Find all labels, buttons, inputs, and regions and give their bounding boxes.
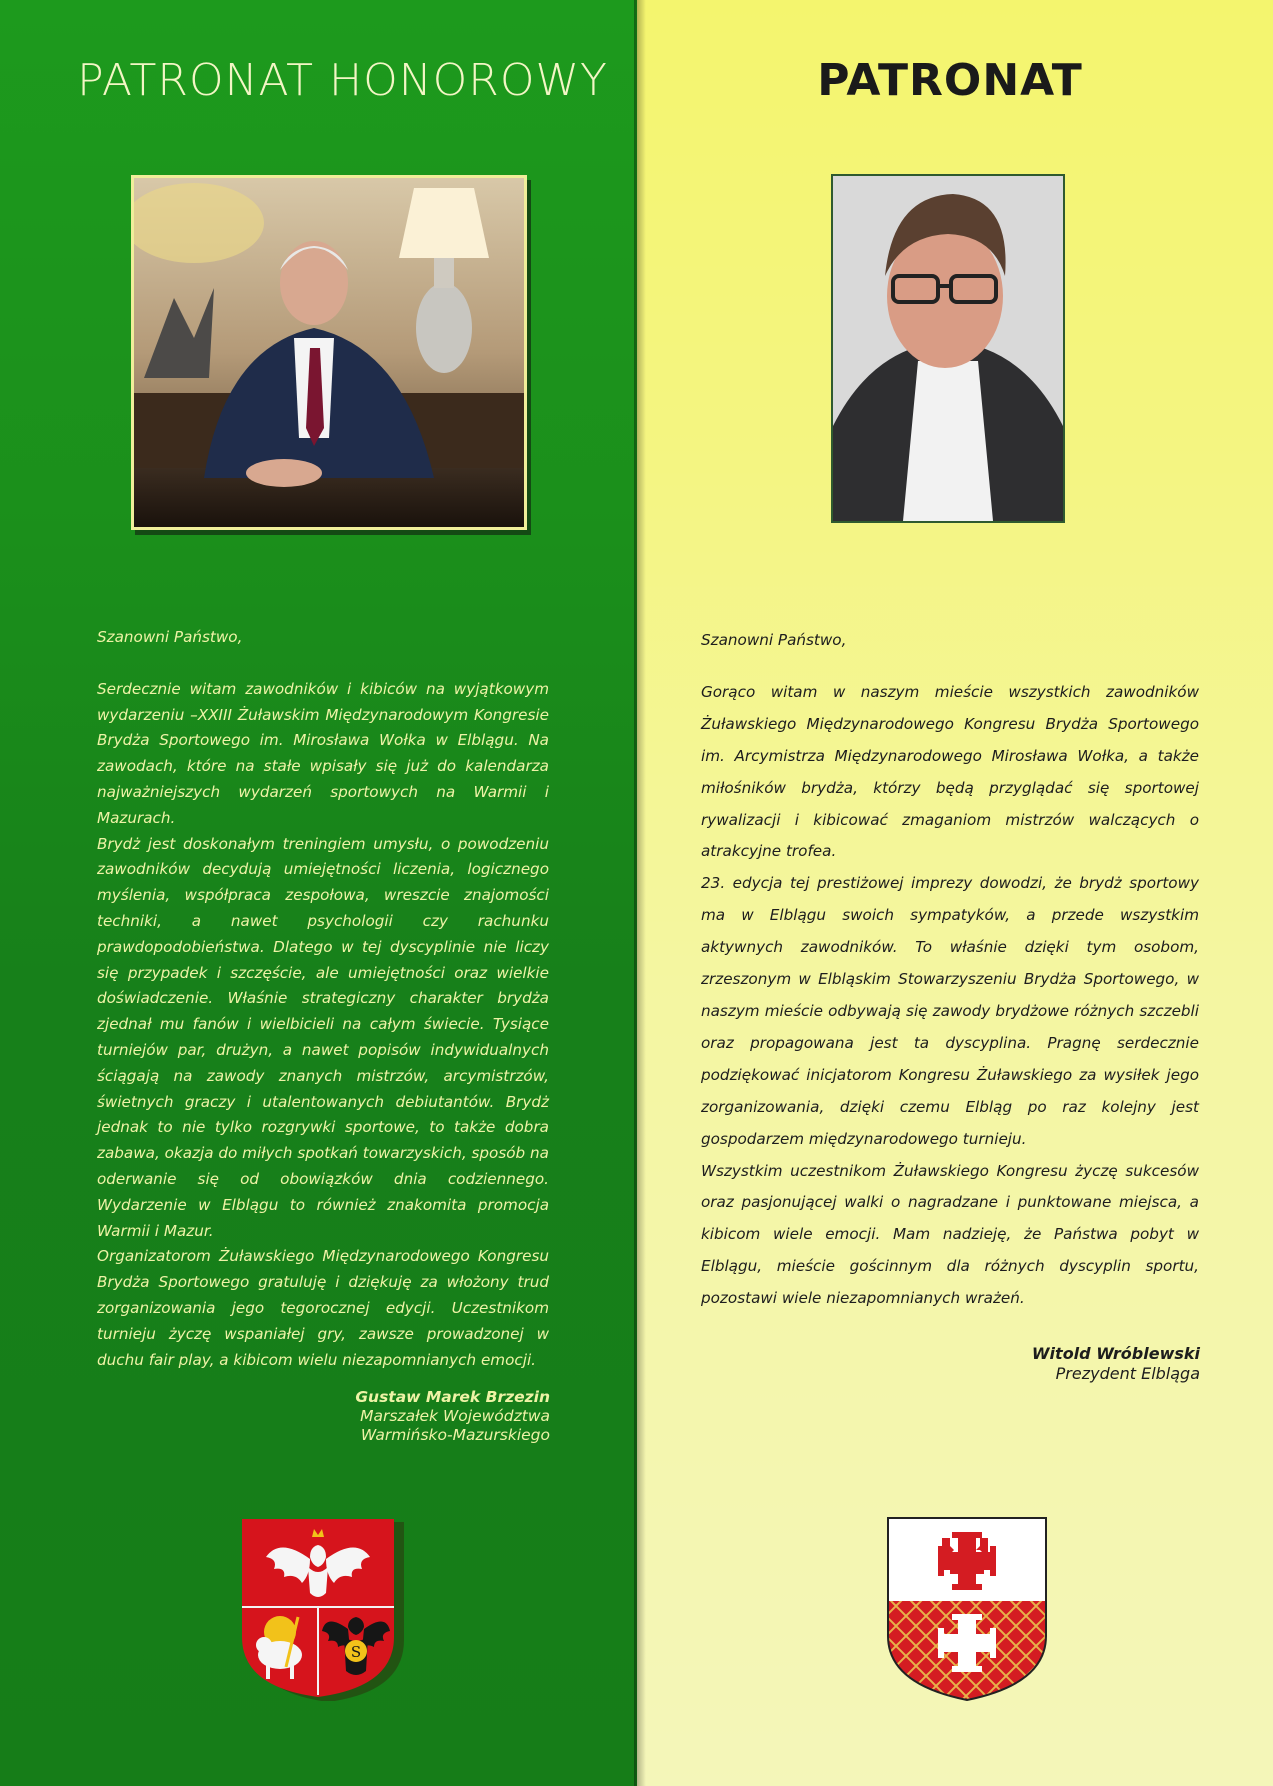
letter-paragraph: Serdecznie witam zawodników i kibiców na wyjątkowym wydarzeniu –XXIII Żuławskim Międzynarodowym Kongresie Brydża Sportowego im. Mirosława Wołka w Elblągu. Na zawodach, które na stałe wpisały się już do kalendarza najważniejszych wydarzeń sportowych na Warmii i Mazurach.	[97, 679, 549, 827]
signature-marshal	[250, 1388, 550, 1445]
panel-divider	[634, 0, 646, 1786]
title-patronat: PATRONAT	[817, 55, 1083, 106]
photo-marshal-illustration	[134, 178, 524, 527]
letter-mayor	[701, 625, 1199, 1315]
warmia-mazury-coat-of-arms-icon	[240, 1517, 406, 1701]
signature-role: Warmińsko-Mazurskiego	[360, 1426, 550, 1444]
photo-marshal	[131, 175, 527, 530]
letter-paragraph: Wszystkim uczestnikom Żuławskiego Kongresu życzę sukcesów oraz pasjonującej walki o nagradzane i punktowane miejsca, a kibicom wiele emocji. Mam nadzieję, że Państwa pobyt w Elblągu, mieście gościnnym dla różnych dyscyplin sportu, pozostawi wiele niezapomnianych wrażeń.	[701, 1161, 1199, 1308]
svg-text:S: S	[350, 1643, 362, 1661]
signature-name: Gustaw Marek Brzezin	[355, 1388, 550, 1406]
letter-paragraph: Brydż jest doskonałym treningiem umysłu, o powodzeniu zawodników decydują umiejętności liczenia, logicznego myślenia, współpraca zespołowa, wreszcie znajomości techniki, a nawet psychologii czy rachunku prawdopodobieństwa. Dlatego w tej dyscyplinie nie liczy się przypadek i szczęście, ale umiejętności oraz wielkie doświadczenie. Właśnie strategiczny charakter brydża zjednał mu fanów i wielbicieli na całym świecie. Tysiące turniejów par, drużyn, a nawet popisów indywidualnych ściągają na zawody znanych mistrzów, arcymistrzów, świetnych graczy i utalentowanych debiutantów. Brydż jednak to nie tylko rozgrywki sportowe, to także dobra zabawa, okazja do miłych spotkań towarzyskich, sposób na oderwanie się od obowiązków dnia codziennego. Wydarzenie w Elblągu to również znakomita promocja Warmii i Mazur.	[97, 834, 549, 1240]
letter-paragraph: 23. edycja tej prestiżowej imprezy dowodzi, że brydż sportowy ma w Elblągu swoich sympatyków, a przede wszystkim aktywnych zawodników. To właśnie dzięki tym osobom, zrzeszonym w Elbląskim Stowarzyszeniu Brydża Sportowego, w naszym mieście odbywają się zawody brydżowe różnych szczebli oraz propagowana jest ta dyscyplina. Pragnę serdecznie podziękować inicjatorom Kongresu Żuławskiego za wysiłek jego zorganizowania, dzięki czemu Elbląg po raz kolejny jest gospodarzem międzynarodowego turnieju.	[701, 874, 1199, 1148]
letter-marshal	[97, 625, 549, 1373]
signature-name: Witold Wróblewski	[1031, 1344, 1200, 1363]
letter-greeting: Szanowni Państwo,	[701, 631, 847, 649]
photo-mayor	[831, 174, 1065, 523]
letter-paragraph: Gorąco witam w naszym mieście wszystkich zawodników Żuławskiego Międzynarodowego Kongresu Brydża Sportowego im. Arcymistrza Międzynarodowego Mirosława Wołka, a także miłośników brydża, którzy będą przyglądać się sportowej rywalizacji i kibicować zmaganiom mistrzów walczących o atrakcyjne trofea.	[701, 682, 1199, 861]
letter-greeting: Szanowni Państwo,	[97, 628, 243, 646]
signature-mayor	[900, 1344, 1200, 1384]
title-patronat-honorowy: PATRONAT HONOROWY	[77, 55, 608, 106]
signature-role: Prezydent Elbląga	[1055, 1364, 1200, 1383]
letter-paragraph: Organizatorom Żuławskiego Międzynarodowego Kongresu Brydża Sportowego gratuluję i dziękuję za włożony trud zorganizowania jego tegorocznej edycji. Uczestnikom turnieju życzę wspaniałej gry, zawsze prowadzonej w duchu fair play, a kibicom wielu niezapomnianych emocji.	[97, 1247, 549, 1369]
photo-mayor-illustration	[833, 176, 1063, 521]
elblag-coat-of-arms-icon	[886, 1516, 1050, 1702]
signature-role: Marszałek Województwa	[360, 1407, 550, 1425]
